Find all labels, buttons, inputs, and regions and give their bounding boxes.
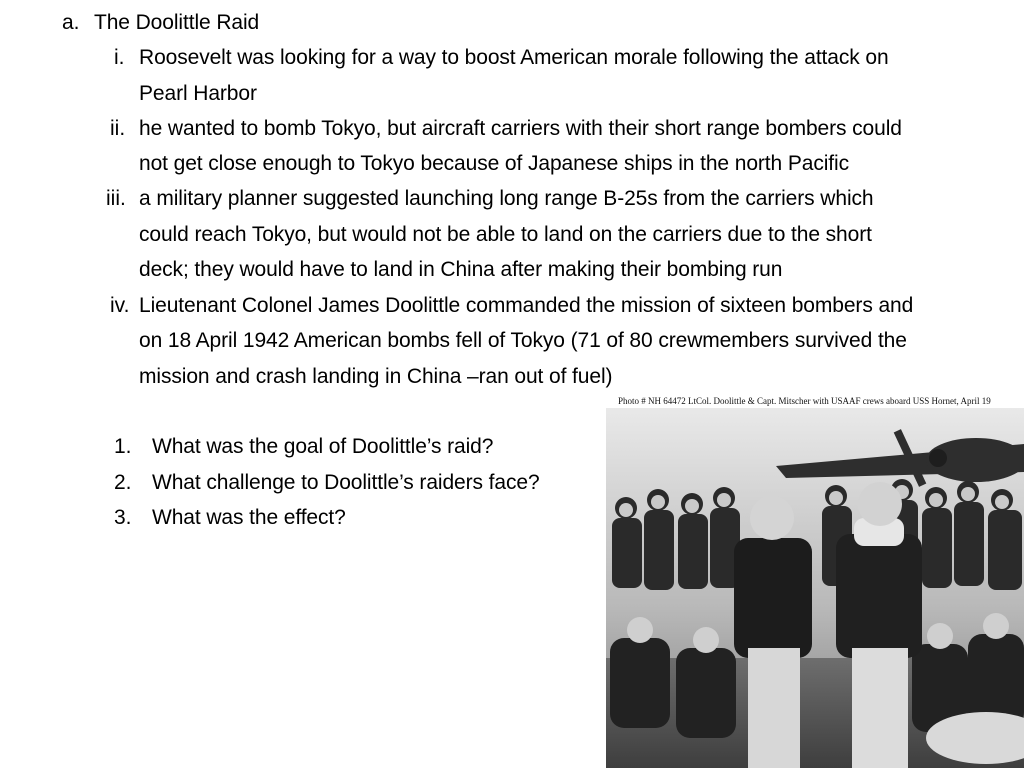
doolittle-crew-photo	[606, 408, 1024, 768]
question-marker-3: 3.	[114, 506, 132, 529]
photo-caption: Photo # NH 64472 LtCol. Doolittle & Capt. Mitscher with USAAF crews aboard USS Hornet, April 19	[618, 396, 991, 406]
sub-item-iii-line-2: could reach Tokyo, but would not be able to land on the carriers due to the short	[139, 223, 872, 246]
question-marker-1: 1.	[114, 435, 132, 458]
sub-item-iii-line-1: a military planner suggested launching long range B-25s from the carriers which	[139, 187, 874, 210]
outline-heading: The Doolittle Raid	[94, 11, 260, 34]
sub-item-i-line-2: Pearl Harbor	[139, 82, 257, 105]
question-2: What challenge to Doolittle’s raiders face?	[152, 471, 540, 494]
sub-item-ii-line-2: not get close enough to Tokyo because of Japanese ships in the north Pacific	[139, 152, 849, 175]
sub-marker-iii: iii.	[106, 187, 126, 210]
sub-item-iv-line-3: mission and crash landing in China –ran out of fuel)	[139, 365, 613, 388]
question-3: What was the effect?	[152, 506, 346, 529]
question-marker-2: 2.	[114, 471, 132, 494]
sub-item-iv-line-2: on 18 April 1942 American bombs fell of Tokyo (71 of 80 crewmembers survived the	[139, 329, 907, 352]
sub-item-i-line-1: Roosevelt was looking for a way to boost American morale following the attack on	[139, 46, 889, 69]
outline-marker-a: a.	[62, 11, 80, 34]
question-1: What was the goal of Doolittle’s raid?	[152, 435, 494, 458]
sub-marker-i: i.	[114, 46, 125, 69]
sub-marker-ii: ii.	[110, 117, 126, 140]
sub-item-ii-line-1: he wanted to bomb Tokyo, but aircraft carriers with their short range bombers could	[139, 117, 902, 140]
sub-item-iv-line-1: Lieutenant Colonel James Doolittle commanded the mission of sixteen bombers and	[139, 294, 914, 317]
sub-marker-iv: iv.	[110, 294, 130, 317]
sub-item-iii-line-3: deck; they would have to land in China after making their bombing run	[139, 258, 783, 281]
photo-illustration	[606, 408, 1024, 768]
